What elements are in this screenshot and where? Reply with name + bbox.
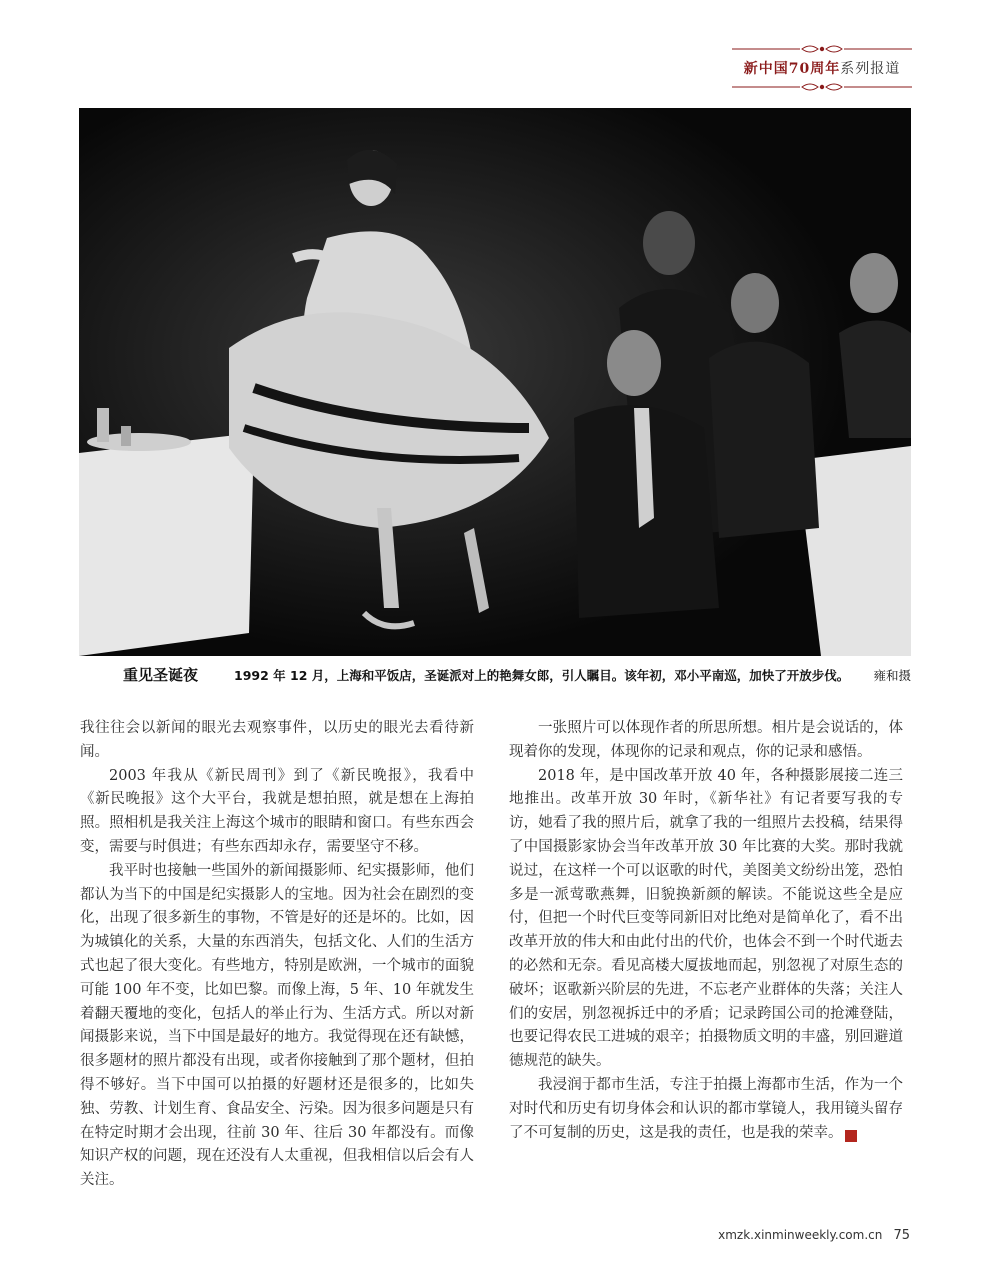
- page-number: 75: [893, 1228, 910, 1243]
- photo-title: 重见圣诞夜: [123, 666, 199, 684]
- article-paragraph: 我平时也接触一些国外的新闻摄影师、纪实摄影师，他们都认为当下的中国是纪实摄影人的宝地。因为社会在剧烈的变化，出现了很多新生的事物，不管是好的还是坏的。比如，因为城镇化的关系，大量的东西消失，包括文化、人们的生活方式也起了很大变化。有些地方，特别是欧洲，一个城市的面貌可能 100 年不变，比如巴黎。而像上海，5 年、10 年就发生着翻天覆地的变化，包括人的举止行为、生活方式。所以对新闻摄影来说，当下中国是最好的地方。我觉得现在还有缺憾，很多题材的照片都没有出现，或者你接触到了那个题材，但拍得不够好。当下中国可以拍摄的好题材还是很多的，比如失独、劳教、计划生育、食品安全、污染。因为很多问题是只有在特定时期才会出现，往前 30 年、往后 30 年都没有。而像知识产权的问题，现在还没有人太重视，但我相信以后会有人关注。: [80, 862, 474, 1189]
- ornament-divider-top: [732, 44, 912, 54]
- photo-caption: 1992 年 12 月，上海和平饭店，圣诞派对上的艳舞女郎，引人瞩目。该年初，邓小平南巡，加快了开放步伐。: [234, 668, 850, 683]
- photo-credit: 雍和摄: [873, 668, 911, 683]
- table-cloth-left: [79, 433, 254, 656]
- series-label-plain: 系列报道: [840, 61, 901, 77]
- page-footer: [718, 1224, 910, 1243]
- article-column-right: [509, 717, 903, 1145]
- photo-caption-bar: [79, 660, 911, 688]
- article-paragraph: 2018 年，是中国改革开放 40 年，各种摄影展接二连三地推出。改革开放 30 年时，《新华社》有记者要写我的专访，她看了我的照片后，就拿了我的一组照片去投稿，结果得了中国摄影家协会当年改革开放 30 年比赛的大奖。那时我就说过，在这样一个可以讴歌的时代，美图美文纷纷出笼，恐怕多是一派莺歌燕舞，旧貌换新颜的解读。不能说这些全是应付，但把一个时代巨变等同新旧对比绝对是简单化了，看不出改革开放的伟大和由此付出的代价，也体会不到一个时代逝去的必然和无奈。看见高楼大厦拔地而起，别忽视了对原生态的破坏；讴歌新兴阶层的先进，不忘老产业群体的失落；关注人们的安居，别忽视拆迁中的矛盾；记录跨国公司的抢滩登陆，也要记得农民工进城的艰辛；拍摄物质文明的丰盛，别回避道德规范的缺失。: [509, 767, 903, 1070]
- series-label: [732, 58, 912, 78]
- series-label-bold: 新中国70周年: [743, 61, 841, 77]
- article-paragraph-text: 我浸润于都市生活，专注于拍摄上海都市生活，作为一个对时代和历史有切身体会和认识的都市掌镜人，我用镜头留存了不可复制的历史，这是我的责任，也是我的荣幸。: [509, 1076, 903, 1141]
- article-paragraph: 我往往会以新闻的眼光去观察事件，以历史的眼光去看待新闻。: [80, 720, 474, 760]
- article-column-left: [80, 717, 474, 1193]
- ornament-divider-bottom: [732, 82, 912, 92]
- article-paragraph: 2003 年我从《新民周刊》到了《新民晚报》，我看中《新民晚报》这个大平台，我就是想拍照，就是想在上海拍照。照相机是我关注上海这个城市的眼睛和窗口。有些东西会变，需要与时俱进；有些东西却永存，需要坚守不移。: [80, 767, 474, 855]
- photo-illustration: [79, 108, 911, 656]
- article-paragraph: 一张照片可以体现作者的所思所想。相片是会说话的，体现着你的发现，体现你的记录和观点，你的记录和感悟。: [509, 720, 903, 760]
- news-photo: [79, 108, 911, 656]
- footer-url[interactable]: xmzk.xinminweekly.com.cn: [718, 1228, 883, 1242]
- series-header: [732, 44, 912, 90]
- end-mark-icon: 民: [845, 1130, 857, 1142]
- article-paragraph-last: [509, 1074, 903, 1145]
